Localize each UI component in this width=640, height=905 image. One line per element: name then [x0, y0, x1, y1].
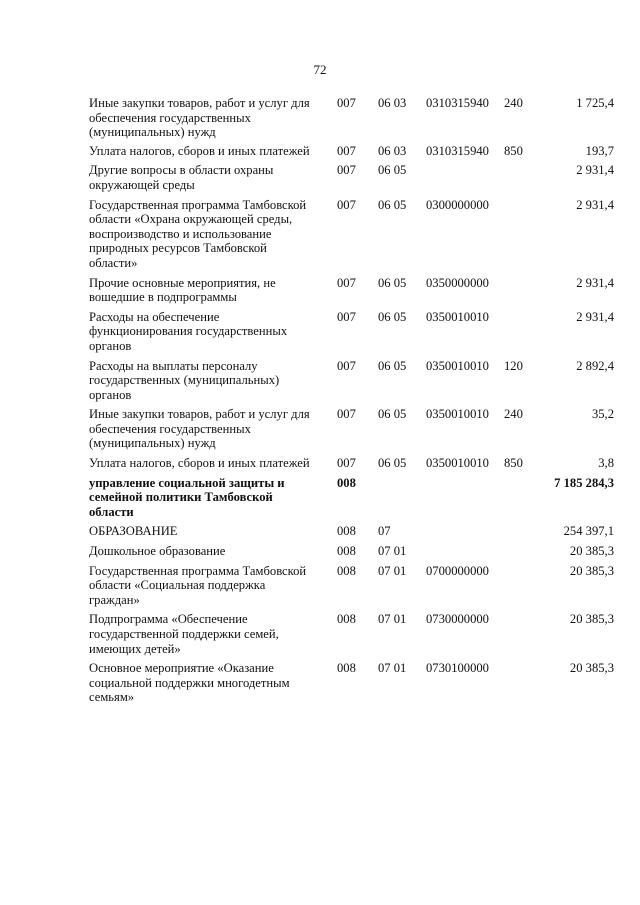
amount: 2 931,4	[576, 309, 614, 324]
target-article-code: 0350010010	[426, 358, 489, 373]
department-code: 007	[337, 309, 356, 324]
department-code: 008	[337, 544, 356, 559]
section-code: 06 05	[378, 407, 407, 422]
department-code: 007	[337, 143, 356, 158]
target-article-code: 0350010010	[426, 309, 489, 324]
table-row	[89, 456, 614, 471]
section-code: 06 05	[378, 163, 407, 178]
page-number: 72	[313, 62, 327, 77]
section-code: 07 01	[378, 544, 407, 559]
expense-type-code: 120	[504, 358, 523, 373]
amount: 193,7	[585, 143, 614, 158]
target-article-code: 0700000000	[426, 563, 489, 578]
amount: 20 385,3	[569, 612, 614, 627]
department-code: 007	[337, 407, 356, 422]
target-article-code: 0730100000	[426, 661, 489, 676]
table-row	[89, 612, 614, 656]
amount: 20 385,3	[569, 544, 614, 559]
amount: 7 185 284,3	[554, 475, 614, 490]
amount: 20 385,3	[569, 661, 614, 676]
amount: 20 385,3	[569, 563, 614, 578]
table-row	[89, 144, 614, 159]
department-code: 007	[337, 96, 356, 110]
department-code: 008	[337, 563, 356, 578]
amount: 2 931,4	[576, 197, 614, 212]
target-article-code: 0350010010	[426, 407, 489, 422]
table-row	[89, 544, 614, 559]
section-code: 06 03	[378, 143, 407, 158]
target-article-code: 0310315940	[426, 143, 489, 158]
section-code: 07 01	[378, 612, 407, 627]
expense-name: Уплата налогов, сборов и иных платежей	[89, 143, 310, 158]
amount: 254 397,1	[563, 524, 614, 539]
expense-type-code: 240	[504, 407, 523, 422]
department-code: 008	[337, 475, 356, 490]
table-row	[89, 96, 614, 140]
department-code: 007	[337, 163, 356, 178]
section-code: 06 03	[378, 96, 407, 110]
table-row	[89, 359, 614, 403]
expense-name: Иные закупки товаров, работ и услуг для обеспечения государственных (муниципальных) нужд	[89, 407, 310, 451]
table-row	[89, 198, 614, 271]
expense-name: Другие вопросы в области охраны окружающей среды	[89, 163, 274, 192]
expense-name: Дошкольное образование	[89, 544, 226, 559]
section-code: 06 05	[378, 309, 407, 324]
table-row	[89, 276, 614, 305]
department-code: 007	[337, 358, 356, 373]
expense-name: Расходы на обеспечение функционирования государственных органов	[89, 309, 288, 353]
section-code: 07 01	[378, 563, 407, 578]
department-code: 007	[337, 197, 356, 212]
section-code: 06 05	[378, 456, 407, 471]
table-row	[89, 661, 614, 705]
table-row	[89, 564, 614, 608]
section-code: 06 05	[378, 197, 407, 212]
target-article-code: 0730000000	[426, 612, 489, 627]
expense-type-code: 850	[504, 143, 523, 158]
target-article-code: 0300000000	[426, 197, 489, 212]
expense-name: Расходы на выплаты персоналу государственных (муниципальных) органов	[89, 358, 280, 402]
department-code: 008	[337, 612, 356, 627]
table-row	[89, 524, 614, 539]
amount: 2 931,4	[576, 163, 614, 178]
table-row	[89, 476, 614, 520]
amount: 1 725,4	[576, 96, 614, 110]
target-article-code: 0350000000	[426, 275, 489, 290]
amount: 35,2	[591, 407, 614, 422]
amount: 2 931,4	[576, 275, 614, 290]
budget-table	[89, 96, 614, 710]
amount: 3,8	[598, 456, 614, 471]
expense-name: Иные закупки товаров, работ и услуг для обеспечения государственных (муниципальных) нужд	[89, 96, 310, 140]
expense-type-code: 850	[504, 456, 523, 471]
table-row	[89, 163, 614, 192]
table-row	[89, 310, 614, 354]
department-code: 008	[337, 524, 356, 539]
expense-type-code: 240	[504, 96, 523, 110]
expense-name: Уплата налогов, сборов и иных платежей	[89, 456, 310, 471]
expense-name: Основное мероприятие «Оказание социальной поддержки многодетным семьям»	[89, 661, 290, 705]
section-code: 06 05	[378, 275, 407, 290]
expense-name: Подпрограмма «Обеспечение государственной поддержки семей, имеющих детей»	[89, 612, 279, 656]
table-row	[89, 407, 614, 451]
expense-name: ОБРАЗОВАНИЕ	[89, 524, 178, 539]
section-code: 07 01	[378, 661, 407, 676]
department-code: 007	[337, 275, 356, 290]
target-article-code: 0350010010	[426, 456, 489, 471]
amount: 2 892,4	[576, 358, 614, 373]
expense-name: Прочие основные мероприятия, не вошедшие в подпрограммы	[89, 275, 276, 305]
section-code: 07	[378, 524, 391, 539]
expense-name: Государственная программа Тамбовской области «Охрана окружающей среды, воспроизводство и использование природных ресурсов Тамбовской области»	[89, 197, 307, 270]
expense-name: управление социальной защиты и семейной политики Тамбовской области	[89, 475, 285, 519]
department-code: 008	[337, 661, 356, 676]
target-article-code: 0310315940	[426, 96, 489, 110]
expense-name: Государственная программа Тамбовской области «Социальная поддержка граждан»	[89, 563, 307, 607]
section-code: 06 05	[378, 358, 407, 373]
department-code: 007	[337, 456, 356, 471]
